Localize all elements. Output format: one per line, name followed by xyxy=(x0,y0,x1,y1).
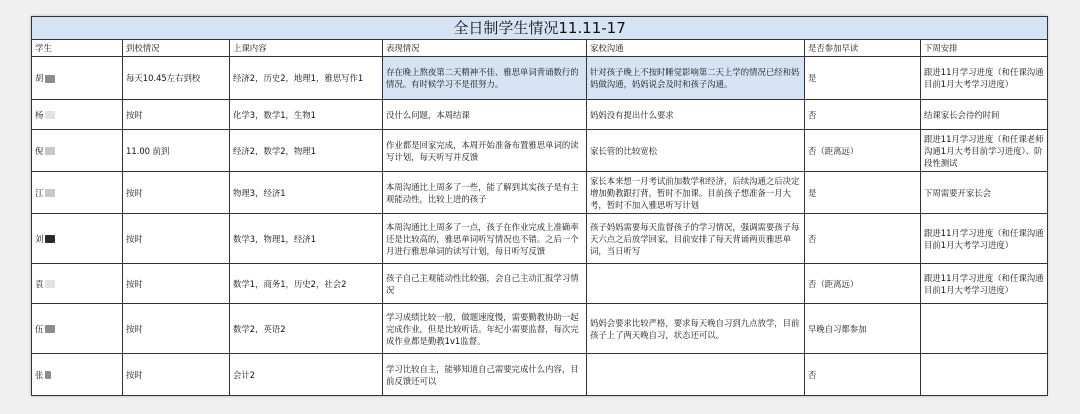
redaction-mark xyxy=(45,371,51,379)
arrival-cell[interactable]: 按时 xyxy=(123,264,230,304)
student-cell[interactable] xyxy=(32,130,123,172)
content-cell[interactable]: 经济2，历史2，地理1，雅思写作1 xyxy=(230,57,383,100)
student-name: 倪 xyxy=(35,145,44,156)
student-name: 伍 xyxy=(35,323,44,334)
header-row xyxy=(32,40,1048,57)
arrival-cell[interactable]: 11.00 前到 xyxy=(123,130,230,172)
student-cell[interactable] xyxy=(32,100,123,130)
student-name: 刘 xyxy=(35,233,44,244)
content-cell[interactable]: 数学2，英语2 xyxy=(230,304,383,354)
student-status-table xyxy=(31,16,1048,396)
student-name: 张 xyxy=(35,369,44,380)
header-content[interactable]: 上课内容 xyxy=(230,40,383,57)
performance-cell[interactable]: 孩子自己主观能动性比较强，会自己主动汇报学习情况 xyxy=(383,264,587,304)
header-performance[interactable]: 表现情况 xyxy=(383,40,587,57)
student-cell[interactable] xyxy=(32,214,123,264)
table-row xyxy=(32,354,1048,396)
morning-reading-cell[interactable]: 是 xyxy=(805,172,921,214)
table-row xyxy=(32,214,1048,264)
header-communication[interactable]: 家校沟通 xyxy=(587,40,805,57)
next-week-cell[interactable]: 下周需要开家长会 xyxy=(921,172,1048,214)
redaction-mark xyxy=(45,280,55,288)
morning-reading-cell[interactable]: 早晚自习都参加 xyxy=(805,304,921,354)
table-row xyxy=(32,100,1048,130)
morning-reading-cell[interactable]: 是 xyxy=(805,57,921,100)
content-cell[interactable]: 物理3，经济1 xyxy=(230,172,383,214)
performance-cell[interactable]: 没什么问题，本周结课 xyxy=(383,100,587,130)
next-week-cell[interactable]: 跟进11月学习进度（和任课沟通目前1月大考学习进度） xyxy=(921,264,1048,304)
arrival-cell[interactable]: 按时 xyxy=(123,304,230,354)
table-row xyxy=(32,172,1048,214)
next-week-cell[interactable]: 跟进11月学习进度（和任课老师沟通1月大考目前学习进度）、阶段性测试 xyxy=(921,130,1048,172)
header-student[interactable]: 学生 xyxy=(32,40,123,57)
header-morning-reading[interactable]: 是否参加早读 xyxy=(805,40,921,57)
next-week-cell[interactable]: 结课家长会待约时间 xyxy=(921,100,1048,130)
redaction-mark xyxy=(45,111,55,119)
table-row xyxy=(32,130,1048,172)
header-arrival[interactable]: 到校情况 xyxy=(123,40,230,57)
student-name: 袁 xyxy=(35,278,44,289)
morning-reading-cell[interactable]: 否（距离远） xyxy=(805,130,921,172)
content-cell[interactable]: 数学3，物理1，经济1 xyxy=(230,214,383,264)
next-week-cell[interactable]: 跟进11月学习进度（和任课沟通目前1月大考学习进度） xyxy=(921,214,1048,264)
student-cell[interactable] xyxy=(32,57,123,100)
morning-reading-cell[interactable]: 否 xyxy=(805,100,921,130)
table-row xyxy=(32,57,1048,100)
student-cell[interactable] xyxy=(32,264,123,304)
arrival-cell[interactable]: 按时 xyxy=(123,354,230,396)
student-name: 杨 xyxy=(35,109,44,120)
arrival-cell[interactable]: 按时 xyxy=(123,100,230,130)
student-cell[interactable] xyxy=(32,172,123,214)
redaction-mark xyxy=(45,189,55,197)
communication-cell[interactable] xyxy=(587,264,805,304)
next-week-cell[interactable]: 跟进11月学习进度（和任课沟通目前1月大考学习进度） xyxy=(921,57,1048,100)
next-week-cell[interactable] xyxy=(921,304,1048,354)
performance-cell[interactable]: 存在晚上熬夜第二天精神不佳、雅思单词背诵数行的情况。有时候学习不是很努力。 xyxy=(383,57,587,100)
communication-cell[interactable]: 妈妈没有提出什么要求 xyxy=(587,100,805,130)
communication-cell[interactable]: 妈妈会要求比较严格，要求每天晚自习到九点放学，目前孩子上了两天晚自习，状态还可以。 xyxy=(587,304,805,354)
header-next-week[interactable]: 下周安排 xyxy=(921,40,1048,57)
redaction-mark xyxy=(45,235,55,243)
next-week-cell[interactable] xyxy=(921,354,1048,396)
content-cell[interactable]: 化学3，数学1，生物1 xyxy=(230,100,383,130)
performance-cell[interactable]: 学习比较自主，能够知道自己需要完成什么内容，目前反馈还可以 xyxy=(383,354,587,396)
performance-cell[interactable]: 本周沟通比上周多了一些，能了解到其实孩子是有主观能动性，比较上进的孩子 xyxy=(383,172,587,214)
redaction-mark xyxy=(45,147,55,155)
redaction-mark xyxy=(45,325,55,333)
morning-reading-cell[interactable]: 否 xyxy=(805,214,921,264)
arrival-cell[interactable]: 按时 xyxy=(123,214,230,264)
content-cell[interactable]: 会计2 xyxy=(230,354,383,396)
communication-cell[interactable]: 家长本来想一月考试前加数学和经济，后续沟通之后决定增加勤教跟打背，暂时不加课。目前孩子想准备一月大考，暂时不加入雅思听写计划 xyxy=(587,172,805,214)
table-row xyxy=(32,304,1048,354)
morning-reading-cell[interactable]: 否 xyxy=(805,354,921,396)
communication-cell[interactable]: 针对孩子晚上不按时睡觉影响第二天上学的情况已经和妈妈做沟通，妈妈说会及时和孩子沟通。 xyxy=(587,57,805,100)
content-cell[interactable]: 数学1，商务1，历史2，社会2 xyxy=(230,264,383,304)
spreadsheet-page xyxy=(31,16,1047,396)
communication-cell[interactable]: 孩子妈妈需要每天监督孩子的学习情况，强调需要孩子每天六点之后放学回家，目前安排了每天背诵两页雅思单词，当日听写 xyxy=(587,214,805,264)
table-row xyxy=(32,264,1048,304)
communication-cell[interactable] xyxy=(587,354,805,396)
student-name: 江 xyxy=(35,187,44,198)
morning-reading-cell[interactable]: 否（距离远） xyxy=(805,264,921,304)
sheet-title[interactable]: 全日制学生情况11.11-17 xyxy=(32,17,1048,40)
communication-cell[interactable]: 家长管的比较宽松 xyxy=(587,130,805,172)
performance-cell[interactable]: 学习成绩比较一般，做题速度慢，需要勤教协助一起完成作业，但是比较听话。年纪小需要监督，每次完成作业都是勤教1v1监督。 xyxy=(383,304,587,354)
student-name: 胡 xyxy=(35,73,44,83)
arrival-cell[interactable]: 按时 xyxy=(123,172,230,214)
arrival-cell[interactable]: 每天10.45左右到校 xyxy=(123,57,230,100)
performance-cell[interactable]: 本周沟通比上周多了一点，孩子在作业完成上准确率还是比较高的，雅思单词听写情况也不错。之后一个月进行雅思单词的读写计划，每日听写反馈 xyxy=(383,214,587,264)
content-cell[interactable]: 经济2，数学2，物理1 xyxy=(230,130,383,172)
performance-cell[interactable]: 作业都是回家完成，本周开始准备布置雅思单词的读写计划，每天听写并反馈 xyxy=(383,130,587,172)
redaction-mark xyxy=(45,75,55,83)
student-cell[interactable] xyxy=(32,304,123,354)
student-cell[interactable] xyxy=(32,354,123,396)
